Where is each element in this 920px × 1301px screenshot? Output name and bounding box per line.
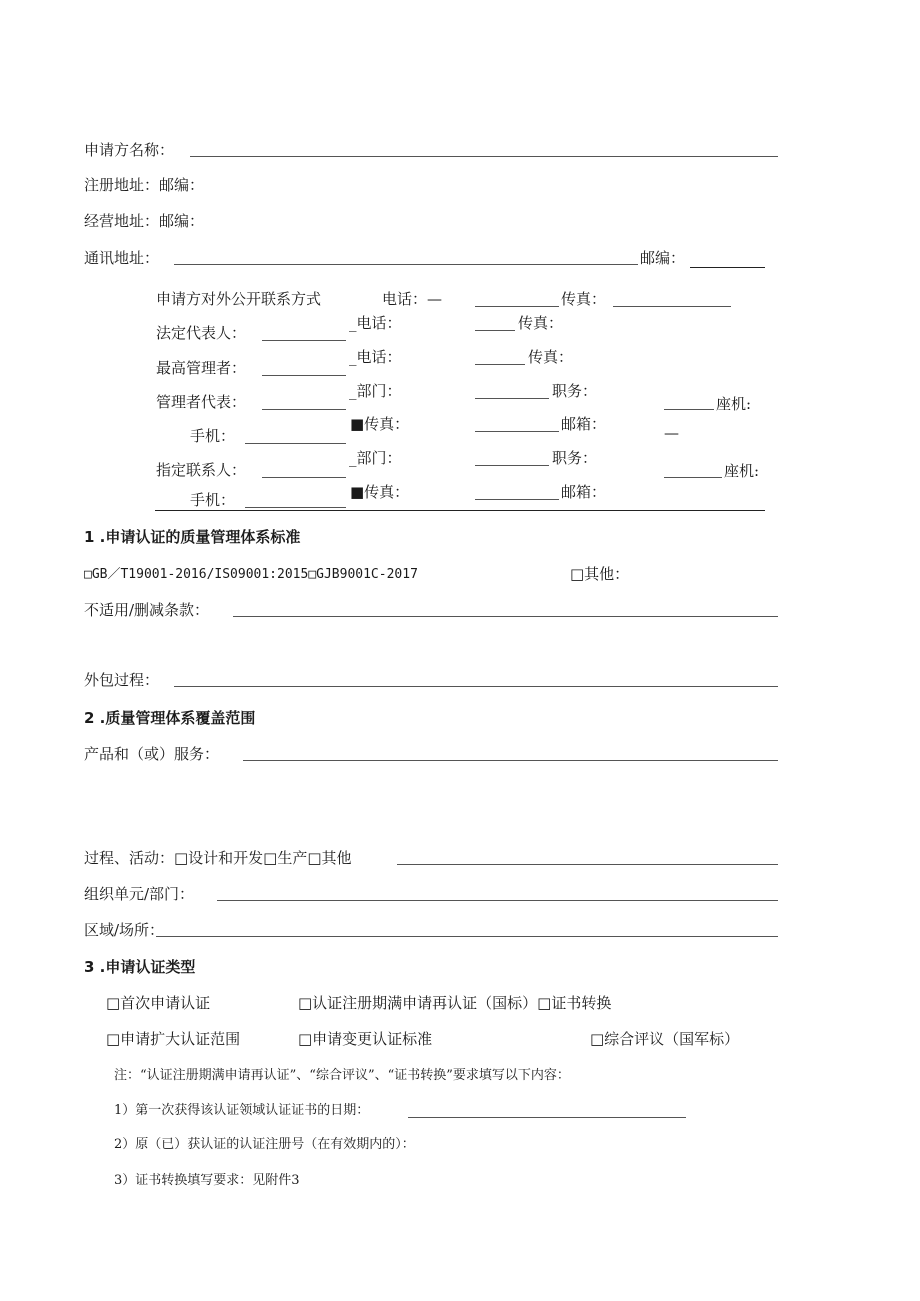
products-label: 产品和（或）服务： <box>84 745 220 763</box>
mgmt-rep-fax-field[interactable] <box>475 431 559 432</box>
applicant-name-label: 申请方名称： <box>84 141 175 159</box>
contact-position-field[interactable] <box>664 477 722 478</box>
standards-checkboxes[interactable]: □GB／T19001-2016/IS09001:2015□GJB9001C-2017 <box>84 567 418 582</box>
applicant-name-field[interactable] <box>190 156 778 157</box>
mailing-address-label: 通讯地址： <box>84 249 160 267</box>
opt-extend-checkbox[interactable]: □申请扩大认证范围 <box>106 1030 241 1048</box>
mailing-address-field[interactable] <box>174 264 638 265</box>
mgmt-rep-email-label: 邮箱： <box>561 415 607 433</box>
org-units-field[interactable] <box>217 900 778 901</box>
mgmt-rep-label: 管理者代表： <box>156 393 247 411</box>
mgmt-rep-position-label: 职务： <box>552 382 598 400</box>
sites-field[interactable] <box>156 936 778 937</box>
outsourced-label: 外包过程： <box>84 671 160 689</box>
top-manager-phone-label: _电话： <box>349 348 402 366</box>
contact-email-label: 邮箱： <box>561 483 607 501</box>
contact-person-label: 指定联系人： <box>156 461 247 479</box>
mailing-postcode-label: 邮编： <box>640 249 686 267</box>
sites-label: 区域/场所： <box>84 921 165 939</box>
note-item-2: 2）原（已）获认证的认证注册号（在有效期内的）： <box>114 1137 415 1152</box>
mgmt-rep-mobile-label: 手机： <box>190 427 236 445</box>
mgmt-rep-field[interactable] <box>262 409 346 410</box>
exclusions-field[interactable] <box>233 616 778 617</box>
contact-mobile-label: 手机： <box>190 491 236 509</box>
contact-position-label: 职务： <box>552 449 598 467</box>
opt-recert-checkbox[interactable]: □认证注册期满申请再认证（国标）□证书转换 <box>298 994 612 1012</box>
opt-initial-checkbox[interactable]: □首次申请认证 <box>106 994 211 1012</box>
legal-rep-phone-field[interactable] <box>475 330 515 331</box>
processes-label[interactable]: 过程、活动：□设计和开发□生产□其他 <box>84 849 352 867</box>
exclusions-label: 不适用/删减条款： <box>84 601 210 619</box>
business-address-label: 经营地址：邮编： <box>84 212 205 230</box>
opt-change-checkbox[interactable]: □申请变更认证标准 <box>298 1030 433 1048</box>
mgmt-rep-dept-label: _部门： <box>349 382 402 400</box>
opt-comprehensive-checkbox[interactable]: □综合评议（国军标） <box>590 1030 740 1048</box>
mgmt-rep-position-field[interactable] <box>664 409 714 410</box>
section2-title: 2 .质量管理体系覆盖范围 <box>84 709 256 727</box>
note-item-3: 3）证书转换填写要求：见附件3 <box>114 1173 300 1188</box>
top-manager-field[interactable] <box>262 375 346 376</box>
legal-rep-label: 法定代表人： <box>156 324 247 342</box>
products-field[interactable] <box>243 760 778 761</box>
public-contact-label: 申请方对外公开联系方式 <box>156 290 322 308</box>
org-units-label: 组织单元/部门： <box>84 885 195 903</box>
contacts-bottom-rule <box>155 510 765 511</box>
contact-person-field[interactable] <box>262 477 346 478</box>
mgmt-rep-dept-field[interactable] <box>475 398 549 399</box>
section1-title: 1 .申请认证的质量管理体系标准 <box>84 528 301 546</box>
top-manager-fax-label: 传真： <box>528 348 574 366</box>
mgmt-rep-mobile-field[interactable] <box>245 443 346 444</box>
public-fax-field[interactable] <box>613 306 731 307</box>
public-phone-label: 电话：— <box>382 290 443 308</box>
outsourced-field[interactable] <box>174 686 778 687</box>
legal-rep-fax-label: 传真： <box>518 314 564 332</box>
note-item-1: 1）第一次获得该认证领域认证证书的日期： <box>114 1103 370 1118</box>
contact-dept-field[interactable] <box>475 465 549 466</box>
section3-title: 3 .申请认证类型 <box>84 958 196 976</box>
first-cert-date-field[interactable] <box>408 1117 686 1118</box>
mgmt-rep-landline-label: 座机: <box>716 395 752 413</box>
contact-fax-field[interactable] <box>475 499 559 500</box>
recert-note: 注：“认证注册期满申请再认证”、“综合评议”、“证书转换”要求填写以下内容： <box>114 1068 570 1083</box>
mailing-postcode-field[interactable] <box>690 267 765 268</box>
contact-mobile-field[interactable] <box>245 507 346 508</box>
contact-fax-label: ■传真： <box>350 483 410 501</box>
contact-dept-label: _部门： <box>349 449 402 467</box>
contact-landline-label: 座机: <box>724 462 760 480</box>
standard-other-checkbox[interactable]: □其他： <box>570 565 630 583</box>
top-manager-label: 最高管理者： <box>156 359 247 377</box>
legal-rep-phone-label: _电话： <box>349 314 402 332</box>
public-fax-label: 传真： <box>561 290 607 308</box>
mgmt-rep-fax-label: ■传真： <box>350 415 410 433</box>
top-manager-phone-field[interactable] <box>475 364 525 365</box>
registered-address-label: 注册地址：邮编： <box>84 176 205 194</box>
processes-field[interactable] <box>397 864 778 865</box>
mgmt-rep-dash: — <box>664 424 679 442</box>
legal-rep-field[interactable] <box>262 340 346 341</box>
public-phone-field[interactable] <box>475 306 559 307</box>
